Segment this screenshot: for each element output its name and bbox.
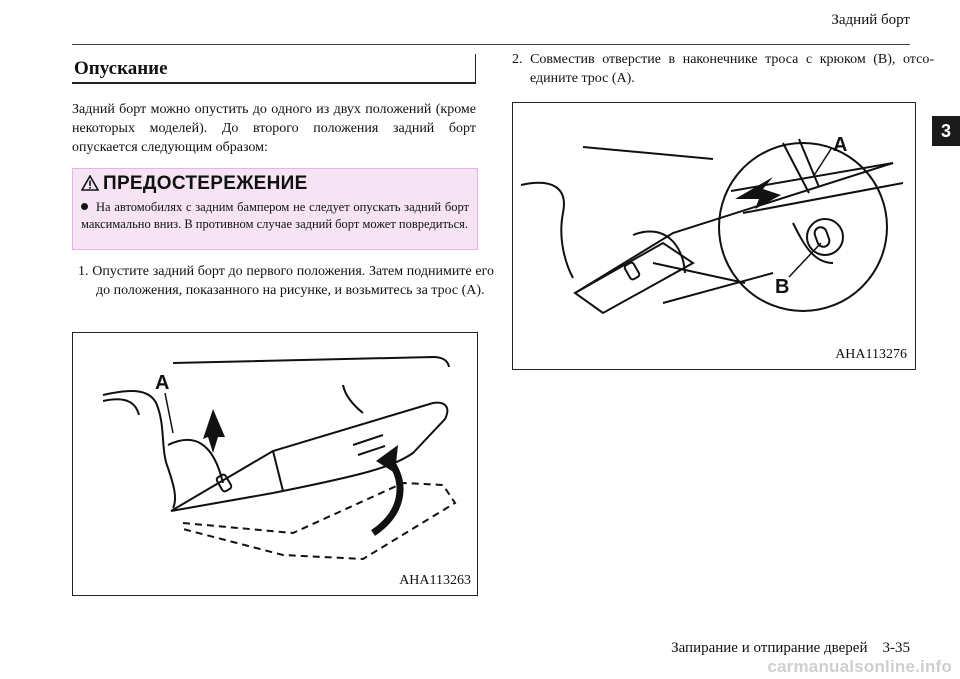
cable-detach-illustration [513, 103, 915, 369]
step-2 [512, 50, 934, 88]
watermark: carmanualsonline.info [767, 657, 952, 676]
label-a: A [155, 372, 170, 394]
step-number: 1. [78, 264, 89, 279]
warning-text [81, 199, 469, 233]
section-title: Опускание [72, 54, 476, 84]
label-b: B [775, 276, 790, 298]
chapter-tab[interactable]: 3 [932, 116, 960, 146]
tailgate-lowering-illustration [73, 333, 477, 595]
warning-body: На автомобилях с задним бампером не следует опускать задний борт максимально вниз. В противном случае задний борт может повредиться. [81, 200, 469, 231]
running-header: Задний борт [831, 12, 910, 28]
page-footer: Запирание и отпирание дверей 3-35 [671, 640, 910, 656]
step-text: Совместив отверстие в наконечнике троса с крюком (B), отсоедините трос (A). [530, 52, 934, 86]
warning-box [72, 168, 478, 250]
label-a: A [833, 134, 848, 156]
step-1 [78, 262, 494, 300]
warning-title: ПРЕДОСТЕРЕЖЕНИЕ [103, 173, 308, 194]
warning-triangle-icon [81, 175, 99, 191]
figure-1 [72, 332, 478, 596]
step-text: Опустите задний борт до первого положения. Затем поднимите его до положения, показанного на рисунке, и возьмитесь за трос (A). [92, 264, 495, 298]
figure-2 [512, 102, 916, 370]
bullet-icon [81, 203, 88, 210]
header-rule [72, 44, 910, 45]
step-number: 2. [512, 52, 523, 67]
figure-code: AHA113263 [399, 573, 471, 588]
figure-code: AHA113276 [835, 347, 907, 362]
intro-paragraph: Задний борт можно опустить до одного из двух положений (кроме некоторых моделей). До второго положения задний борт опускается следующим образом: [72, 102, 476, 155]
